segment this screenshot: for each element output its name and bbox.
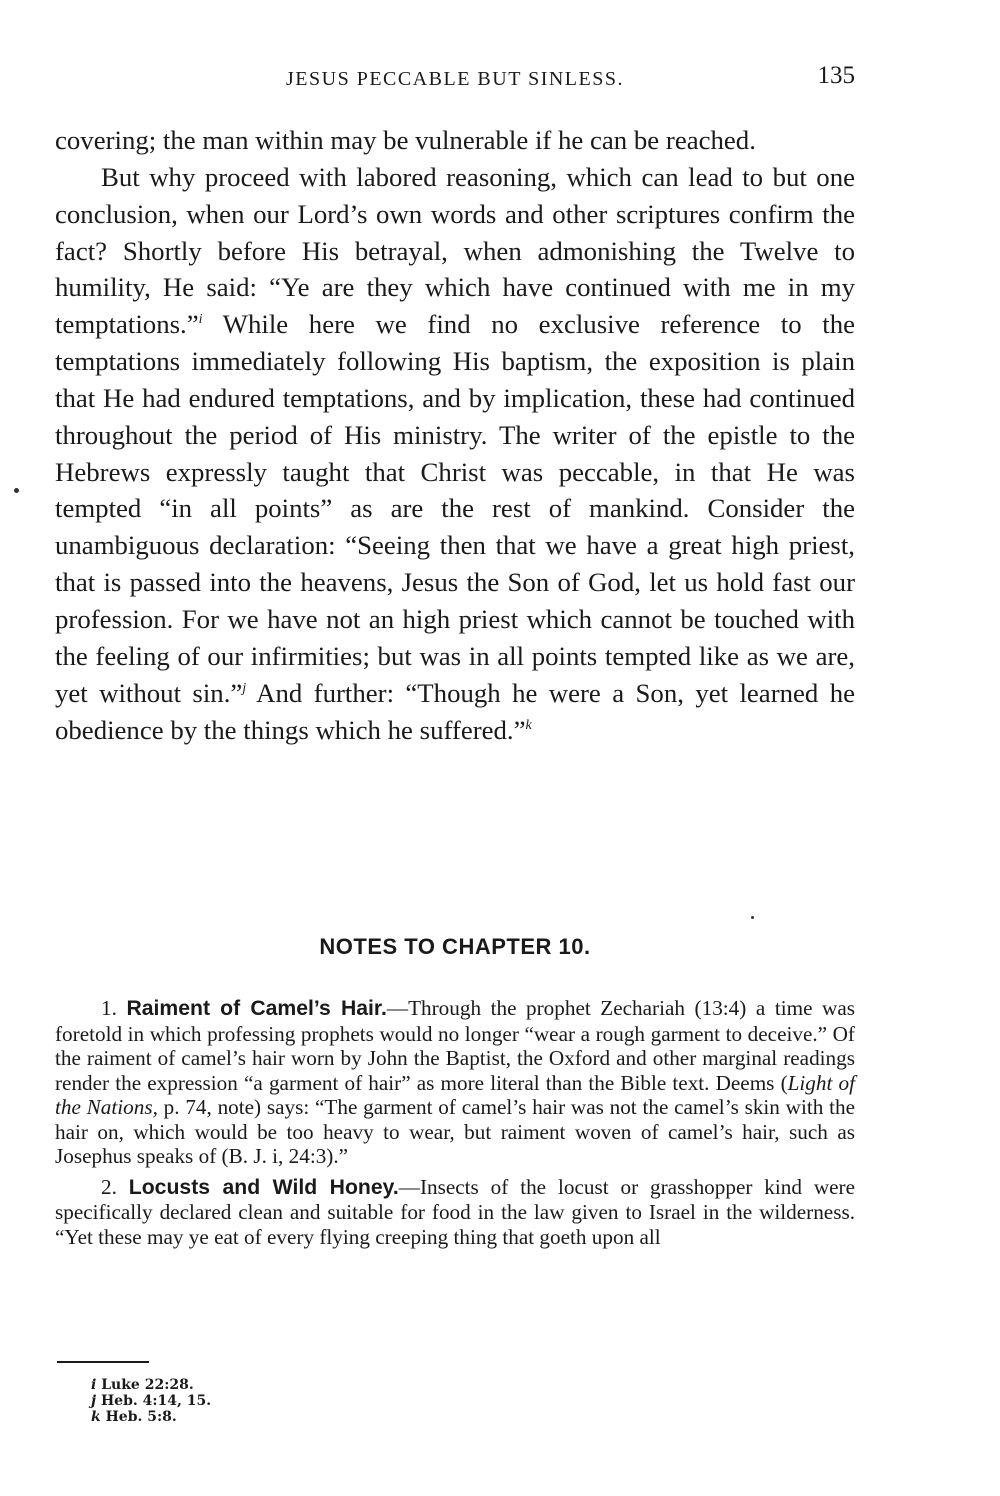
- page-number: 135: [817, 62, 855, 89]
- note-italic-title: Light of the Nations,: [55, 1070, 855, 1119]
- running-head: JESUS PECCABLE BUT SINLESS.: [286, 68, 624, 90]
- footnote-ref: Heb. 5:8.: [105, 1409, 177, 1425]
- note-text: p. 74, note) says: “The garment of camel’s hair was not the camel’s skin with the hair on, which would be too heavy to wear, but raiment woven of camel’s hair, such as Josephus speaks of (B. J. i, 24:3).”: [55, 1095, 855, 1168]
- notes-heading: NOTES TO CHAPTER 10.: [319, 934, 591, 959]
- paragraph-text: But why proceed with labored reasoning, which can lead to but one conclusion, when our Lord’s own words and other scriptures confirm the fact? Shortly before His betrayal, when admonishing the Twelve to humility, He said: “Ye are they which have continued with me in my temptations.”: [55, 161, 855, 340]
- note-number: 2.: [101, 1174, 117, 1199]
- footnote-mark: i: [91, 1377, 97, 1393]
- footnote-rule: [57, 1361, 149, 1363]
- note-item: [55, 996, 855, 1169]
- note-text: —Through the prophet Zechariah (13:4) a time was foretold in which professing prophets would no longer “wear a rough garment to deceive.” Of the raiment of camel’s hair worn by John the Baptist, the Oxford and other marginal readings render the expression “a garment of hair” as more literal than the Bible text. Deems (: [55, 996, 855, 1095]
- note-item: [55, 1175, 855, 1250]
- paragraph-text: And further: “Though he were a Son, yet learned he obedience by the things which he suffered.”: [55, 677, 855, 745]
- footnote-ref: Luke 22:28.: [101, 1377, 194, 1393]
- note-number: 1.: [101, 996, 117, 1020]
- footnote-mark: j: [91, 1393, 97, 1409]
- footnote: [91, 1409, 211, 1425]
- page-header: [55, 62, 855, 98]
- footnote-mark: k: [91, 1409, 101, 1425]
- scan-speck: [751, 916, 754, 919]
- note-title: Raiment of Camel’s Hair.: [126, 997, 387, 1020]
- scan-speck: [14, 488, 19, 493]
- paragraph: [55, 159, 855, 749]
- paragraph-continued: covering; the man within may be vulnerable if he can be reached.: [55, 125, 756, 155]
- footnote-ref-k: k: [525, 717, 532, 733]
- note-title: Locusts and Wild Honey.: [128, 1175, 399, 1199]
- footnote-ref: Heb. 4:14, 15.: [100, 1393, 212, 1409]
- note-text: —Insects of the locust or grasshopper kind were specifically declared clean and suitable for food in the law given to Israel in the wilderness. “Yet these may ye eat of every flying creeping thing that goeth upon all: [55, 1174, 856, 1249]
- main-text: [55, 122, 855, 748]
- notes-section: [55, 996, 855, 1255]
- footnote: [91, 1393, 211, 1409]
- footnote: [91, 1377, 211, 1393]
- footnote-ref-i: i: [198, 312, 203, 328]
- footnotes: [91, 1377, 211, 1425]
- footnote-ref-j: j: [242, 680, 247, 696]
- paragraph-text: While here we find no exclusive reference to the temptations immediately following His baptism, the exposition is plain that He had endured temptations, and by implication, these had continued throughout the period of His ministry. The writer of the epistle to the Hebrews expressly taught that Christ was peccable, in that He was tempted “in all points” as are the rest of mankind. Consider the unambiguous declaration: “Seeing then that we have a great high priest, that is passed into the heavens, Jesus the Son of God, let us hold fast our profession. For we have not an high priest which cannot be touched with the feeling of our infirmities; but was in all points tempted like as we are, yet without sin.”: [55, 309, 855, 708]
